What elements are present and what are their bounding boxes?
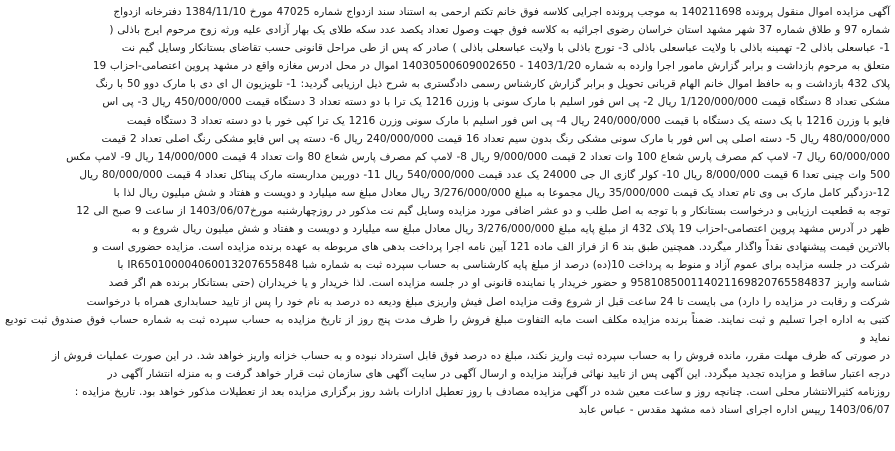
notice-line-11: 12-دزدگیر کامل مارک بی وی تام تعداد یک قیمت 35/000/000 ریال مجموعا به مبلغ 3/276/000/000 ریال معادل مبلغ سه میلیارد و دویست و هفتاد و شش میلیون ریال لذا با	[113, 186, 890, 199]
notice-line-19: در صورتی که ظرف مهلت مقرر، مانده فروش را به حساب سپرده ثبت واریز نکند، مبلغ ده درصد فوق قابل استرداد نبوده و به حساب خزانه واریز خواهد شد. در این صورت عملیات فروش از	[51, 349, 890, 362]
notice-line-14: بالاترین قیمت پیشنهادی نقداً واگذار میگردد. همچنین طبق بند 6 از فراز الف ماده 121 آیین نامه اجرا پرداخت بدهی های مربوطه به عهده برنده مزایده است. مزایده حضوری است و	[92, 241, 890, 254]
notice-line-5: پلاک 432 بازداشت و به حافظ اموال خانم الهام قربانی تحویل و برابر گزارش کارشناس رسمی دادگستری به شرح ذیل ارزیابی گردید: 1- تلویزیون ال ای دی با مارک دوو 50 با رنگ	[95, 78, 890, 91]
notice-line-2: شماره 97 و طلاق شماره 37 شهر مشهد استان خراسان رضوی اجرائیه به کلاسه فوق جهت وصول تعداد یکصد عدد سکه طلای یک بهار آزادی علیه ورثه زوج مرحوم ایرج باذلی (	[109, 24, 890, 37]
notice-line-12: توجه به قطعیت ارزیابی و درخواست بستانکار و با توجه به اصل طلب و دو عشر اضافی مورد مزایده وسایل گیم نت مذکور در روزچهارشنبه مورخ1403/06/07 از ساعت 9 صبح الی 12	[76, 205, 890, 218]
notice-line-15: شرکت در جلسه مزایده برای عموم آزاد و منوط به پرداخت 10(ده) درصد از مبلغ پایه کارشناسی به حساب سپرده ثبت به شماره شبا IR650100004060013207655848 با	[117, 259, 890, 272]
notice-line-10: 500 وات چینی تعدا 6 قیمت 8/000/000 ریال 10- کولر گازی ال جی 24000 یک عدد قیمت 540/000/000 ریال 11- دوربین مداربسته مارک پیناکل تعداد 4 قیمت 80/000/000 ریال	[79, 168, 890, 181]
notice-line-4: متعلق به مرحوم بازداشت و برابر گزارش مامور اجرا وارده به شماره 1403/1/20 - 14030500609002650 اموال در محل ادرس مغازه واقع در مشهد پروین اعتصامی-احزاب 19	[92, 60, 890, 73]
notice-line-1: آگهی مزایده اموال منقول پرونده 140211698 به موجب پرونده اجرایی کلاسه فوق خانم تکتم ارحمی به استناد سند ازدواج شماره 47025 مورخ 1384/11/10 دفترخانه ازدواج	[113, 6, 890, 18]
notice-line-21: روزنامه کثیرالانتشار محلی است. چنانچه روز و ساعت معین شده در آگهی مزایده مصادف با روز تعطیل ادارات باشد روز برگزاری مزایده بعد از تعطیلات مذکور خواهد بود. تاریخ مزایده :	[74, 385, 890, 398]
notice-line-7: فایو با وزرن 1216 با یک دسته یک دستگاه با قیمت 240/000/000 ریال 4- پی اس فور اسلیم با مارک سونی وزرن 1216 یک ترا کپی خور با دو دسته تعداد 3 دستگاه قیمت	[126, 114, 890, 127]
notice-line-9: 60/000/000 ریال 7- لامپ کم مصرف پارس شعاع 100 وات تعداد 2 قیمت 9/000/000 ریال 8- لامپ کم مصرف پارس شعاع 80 وات تعداد 4 قیمت 14/000/000 ریال 9- لامپ مکس	[66, 150, 890, 163]
notice-line-16: شناسه واریز 958108500114021169820765584837 و حضور خریدار یا نماینده قانونی او در جلسه مزایده است. لذا خریدار و یا خریداران (حتی بستانکار برنده هم اگر قصد	[108, 277, 890, 290]
notice-line-17: شرکت و رقابت در مزایده را دارد) می بایست تا 24 ساعت قبل از شروع وقت مزایده اصل فیش واریزی مبلغ ودیعه ده درصد به نام خود را پس از تایید حسابداری همراه با درخواست	[86, 295, 890, 308]
notice-line-6: مشکی تعداد 8 دستگاه قیمت 1/120/000/000 ریال 2- پی اس فور اسلیم با مارک سونی با وزرن 1216 یک ترا با دو دسته تعداد 3 دستگاه قیمت 450/000/000 ریال 3- پی اس	[102, 96, 890, 109]
notice-line-20: درجه اعتبار ساقط و مزایده تجدید میگردد. این آگهی پس از تایید نهائی فرآیند مزایده و ارسال آگهی در سایت آگهی های سازمان ثبت قرار خواهد گرفت و به منزله انتشار آگهی در	[107, 367, 890, 380]
notice-line-8: 480/000/000 ریال 5- دسته اصلی پی اس فور با مارک سونی مشکی رنگ بدون سیم تعداد 16 قیمت 240/000/000 ریال 6- دسته پی اس فایو مشکی رنگ اصلی تعداد 2 قیمت	[101, 132, 890, 145]
notice-line-18: کتبی به اداره اجرا تسلیم و ثبت نمایند. ضمناً برنده مزایده مکلف است مابه التفاوت مبلغ فروش را ظرف مدت پنج روز از تاریخ مزایده به حساب سپرده ثبت به شماره حساب فوق صندوق ثبت تودیع نماید و	[5, 313, 890, 344]
notice-line-13: ظهر در آدرس مشهد پروین اعتصامی-احزاب 19 پلاک 432 از مبلغ پایه مبلغ 3/276/000/000 ریال معادل مبلغ سه میلیارد و دویست و هفتاد و شش میلیون ریال شروع و به	[131, 223, 890, 236]
notice-line-3: 1- عباسعلی باذلی 2- تهمینه باذلی با ولایت عباسعلی باذلی 3- تورج باذلی با ولایت عباسعلی باذلی ) صادر که پس از طی مراحل قانونی حسب تقاضای بستانکار وسایل گیم نت	[121, 42, 890, 55]
notice-line-22: 1403/06/07 رییس اداره اجرای اسناد ذمه مشهد مقدس - عباس عابد	[578, 404, 890, 417]
